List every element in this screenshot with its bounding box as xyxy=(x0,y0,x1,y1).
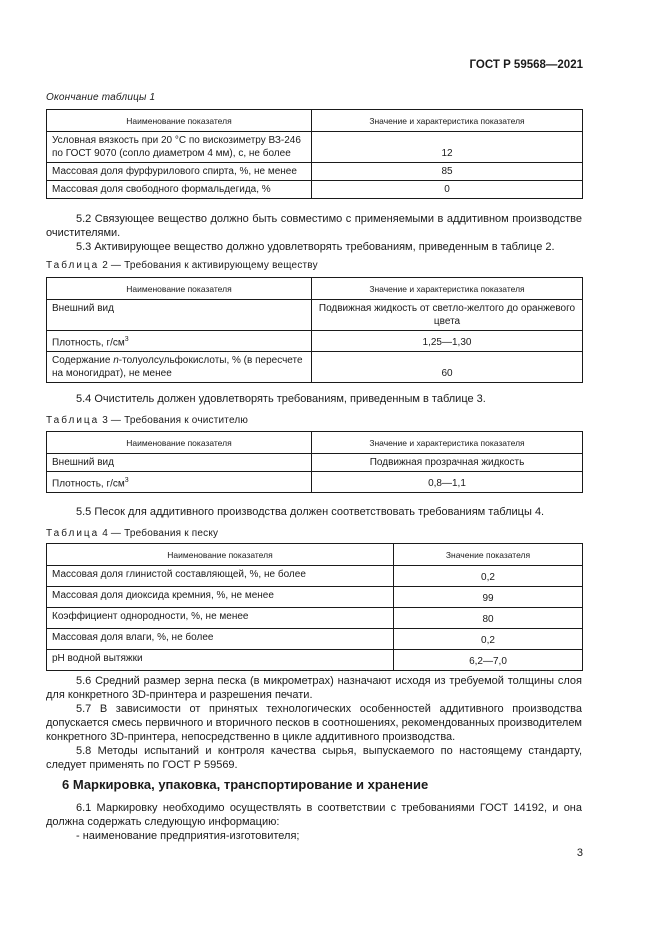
table-row xyxy=(47,566,583,587)
table2-row3-post: -толуолсульфокислоты, % (в пересчете на моногидрат), не менее xyxy=(52,355,303,380)
table-row xyxy=(47,629,583,650)
table3-caption-word: Таблица xyxy=(46,415,100,426)
table-row xyxy=(47,587,583,608)
table2-header-value: Значение и характеристика показателя xyxy=(312,278,583,300)
table-row xyxy=(47,650,583,671)
table2 xyxy=(46,277,583,383)
table4-cell-name: Массовая доля влаги, %, не более xyxy=(47,629,394,650)
paragraph-5-6-text: 5.6 Средний размер зерна песка (в микрометрах) назначают исходя из требуемой толщины слоя для конкретного 3D-принтера и разрешения печати. xyxy=(46,675,582,701)
page-number: 3 xyxy=(576,847,583,859)
table2-row3-italic: n xyxy=(113,355,119,367)
table-row xyxy=(47,300,583,331)
list-item: - наименование предприятия-изготовителя; xyxy=(76,830,300,842)
table4-cell-name: Массовая доля глинистой составляющей, %, не более xyxy=(47,566,394,587)
table4-cell-value: 99 xyxy=(394,587,583,608)
table3-cell-name xyxy=(47,472,312,493)
paragraph-5-8-text: 5.8 Методы испытаний и контроля качества сырья, выпускаемого по настоящему стандарту, следует применять по ГОСТ Р 59569. xyxy=(46,745,582,771)
table3-caption xyxy=(46,415,248,426)
table1-cell-value: 12 xyxy=(312,132,583,163)
table1 xyxy=(46,109,583,199)
table4-caption-word: Таблица xyxy=(46,528,100,539)
table1-cell-name: Массовая доля свободного формальдегида, % xyxy=(47,181,312,199)
table4-cell-name: Массовая доля диоксида кремния, %, не менее xyxy=(47,587,394,608)
table4-cell-value: 80 xyxy=(394,608,583,629)
table3-header-name: Наименование показателя xyxy=(47,432,312,454)
table2-caption xyxy=(46,260,318,271)
table-row xyxy=(47,132,583,163)
table-row xyxy=(47,472,583,493)
table3 xyxy=(46,431,583,493)
paragraph-5-5-text: 5.5 Песок для аддитивного производства должен соответствовать требованиям таблицы 4. xyxy=(76,506,545,518)
paragraph-6-1 xyxy=(46,801,582,843)
table1-cell-value: 0 xyxy=(312,181,583,199)
table-row xyxy=(47,331,583,352)
table3-cell-name: Внешний вид xyxy=(47,454,312,472)
table-row xyxy=(47,608,583,629)
table1-cell-value: 85 xyxy=(312,163,583,181)
table4-caption xyxy=(46,528,218,539)
table3-density-sup: 3 xyxy=(124,477,129,484)
table2-row3-pre: Содержание xyxy=(52,355,114,367)
table2-cell-name xyxy=(47,331,312,352)
paragraph-5-7-text: 5.7 В зависимости от принятых технологических особенностей аддитивного производства допускается смесь первичного и вторичного песков в соотношениях, рекомендованных производителем конкретного 3D-принтера, непосредственно в цикле аддитивного производства. xyxy=(46,703,582,743)
table-row xyxy=(47,454,583,472)
table1-header-value: Значение и характеристика показателя xyxy=(312,110,583,132)
paragraph-5-2 xyxy=(46,212,582,254)
section-6-heading: 6 Маркировка, упаковка, транспортирование и хранение xyxy=(62,777,429,792)
standard-header: ГОСТ Р 59568—2021 xyxy=(469,59,583,71)
table4-header-name: Наименование показателя xyxy=(47,544,394,566)
table4-cell-name: Коэффициент однородности, %, не менее xyxy=(47,608,394,629)
table4-header-value: Значение показателя xyxy=(394,544,583,566)
table3-caption-text: 3 — Требования к очистителю xyxy=(99,415,249,426)
table2-density-sup: 3 xyxy=(124,336,129,343)
table2-caption-text: 2 — Требования к активирующему веществу xyxy=(99,260,318,271)
table-row xyxy=(47,163,583,181)
table1-caption: Окончание таблицы 1 xyxy=(46,92,156,103)
table2-density-label: Плотность, г/см xyxy=(52,337,125,349)
table1-cell-name: Условная вязкость при 20 °С по вискозиметру ВЗ-246 по ГОСТ 9070 (сопло диаметром 4 мм), с, не более xyxy=(47,132,312,163)
paragraph-5-4 xyxy=(46,392,582,406)
table3-cell-value: 0,8—1,1 xyxy=(312,472,583,493)
table2-cell-value: Подвижная жидкость от светло-желтого до оранжевого цвета xyxy=(312,300,583,331)
table4-caption-text: 4 — Требования к песку xyxy=(99,528,219,539)
paragraphs-5-6-to-5-8 xyxy=(46,674,582,772)
table3-header-value: Значение и характеристика показателя xyxy=(312,432,583,454)
table4-cell-value: 0,2 xyxy=(394,566,583,587)
table2-cell-name xyxy=(47,352,312,383)
table-row xyxy=(47,181,583,199)
table2-cell-value: 1,25—1,30 xyxy=(312,331,583,352)
table3-density-label: Плотность, г/см xyxy=(52,478,125,490)
table4-cell-value: 0,2 xyxy=(394,629,583,650)
table2-caption-word: Таблица xyxy=(46,260,100,271)
paragraph-5-3-text: 5.3 Активирующее вещество должно удовлетворять требованиям, приведенным в таблице 2. xyxy=(76,241,555,253)
table3-cell-value: Подвижная прозрачная жидкость xyxy=(312,454,583,472)
table-row xyxy=(47,352,583,383)
table2-header-name: Наименование показателя xyxy=(47,278,312,300)
table4-cell-value: 6,2—7,0 xyxy=(394,650,583,671)
table4 xyxy=(46,543,583,671)
table2-cell-value: 60 xyxy=(312,352,583,383)
table4-cell-name: pH водной вытяжки xyxy=(47,650,394,671)
paragraph-6-1-text: 6.1 Маркировку необходимо осуществлять в соответствии с требованиями ГОСТ 14192, и она должна содержать следующую информацию: xyxy=(46,802,582,828)
table1-cell-name: Массовая доля фурфурилового спирта, %, не менее xyxy=(47,163,312,181)
paragraph-5-5 xyxy=(46,505,582,519)
table1-header-name: Наименование показателя xyxy=(47,110,312,132)
table2-cell-name: Внешний вид xyxy=(47,300,312,331)
paragraph-5-2-text: 5.2 Связующее вещество должно быть совместимо с применяемыми в аддитивном производстве очистителями. xyxy=(46,213,582,239)
paragraph-5-4-text: 5.4 Очиститель должен удовлетворять требованиям, приведенным в таблице 3. xyxy=(76,393,486,405)
